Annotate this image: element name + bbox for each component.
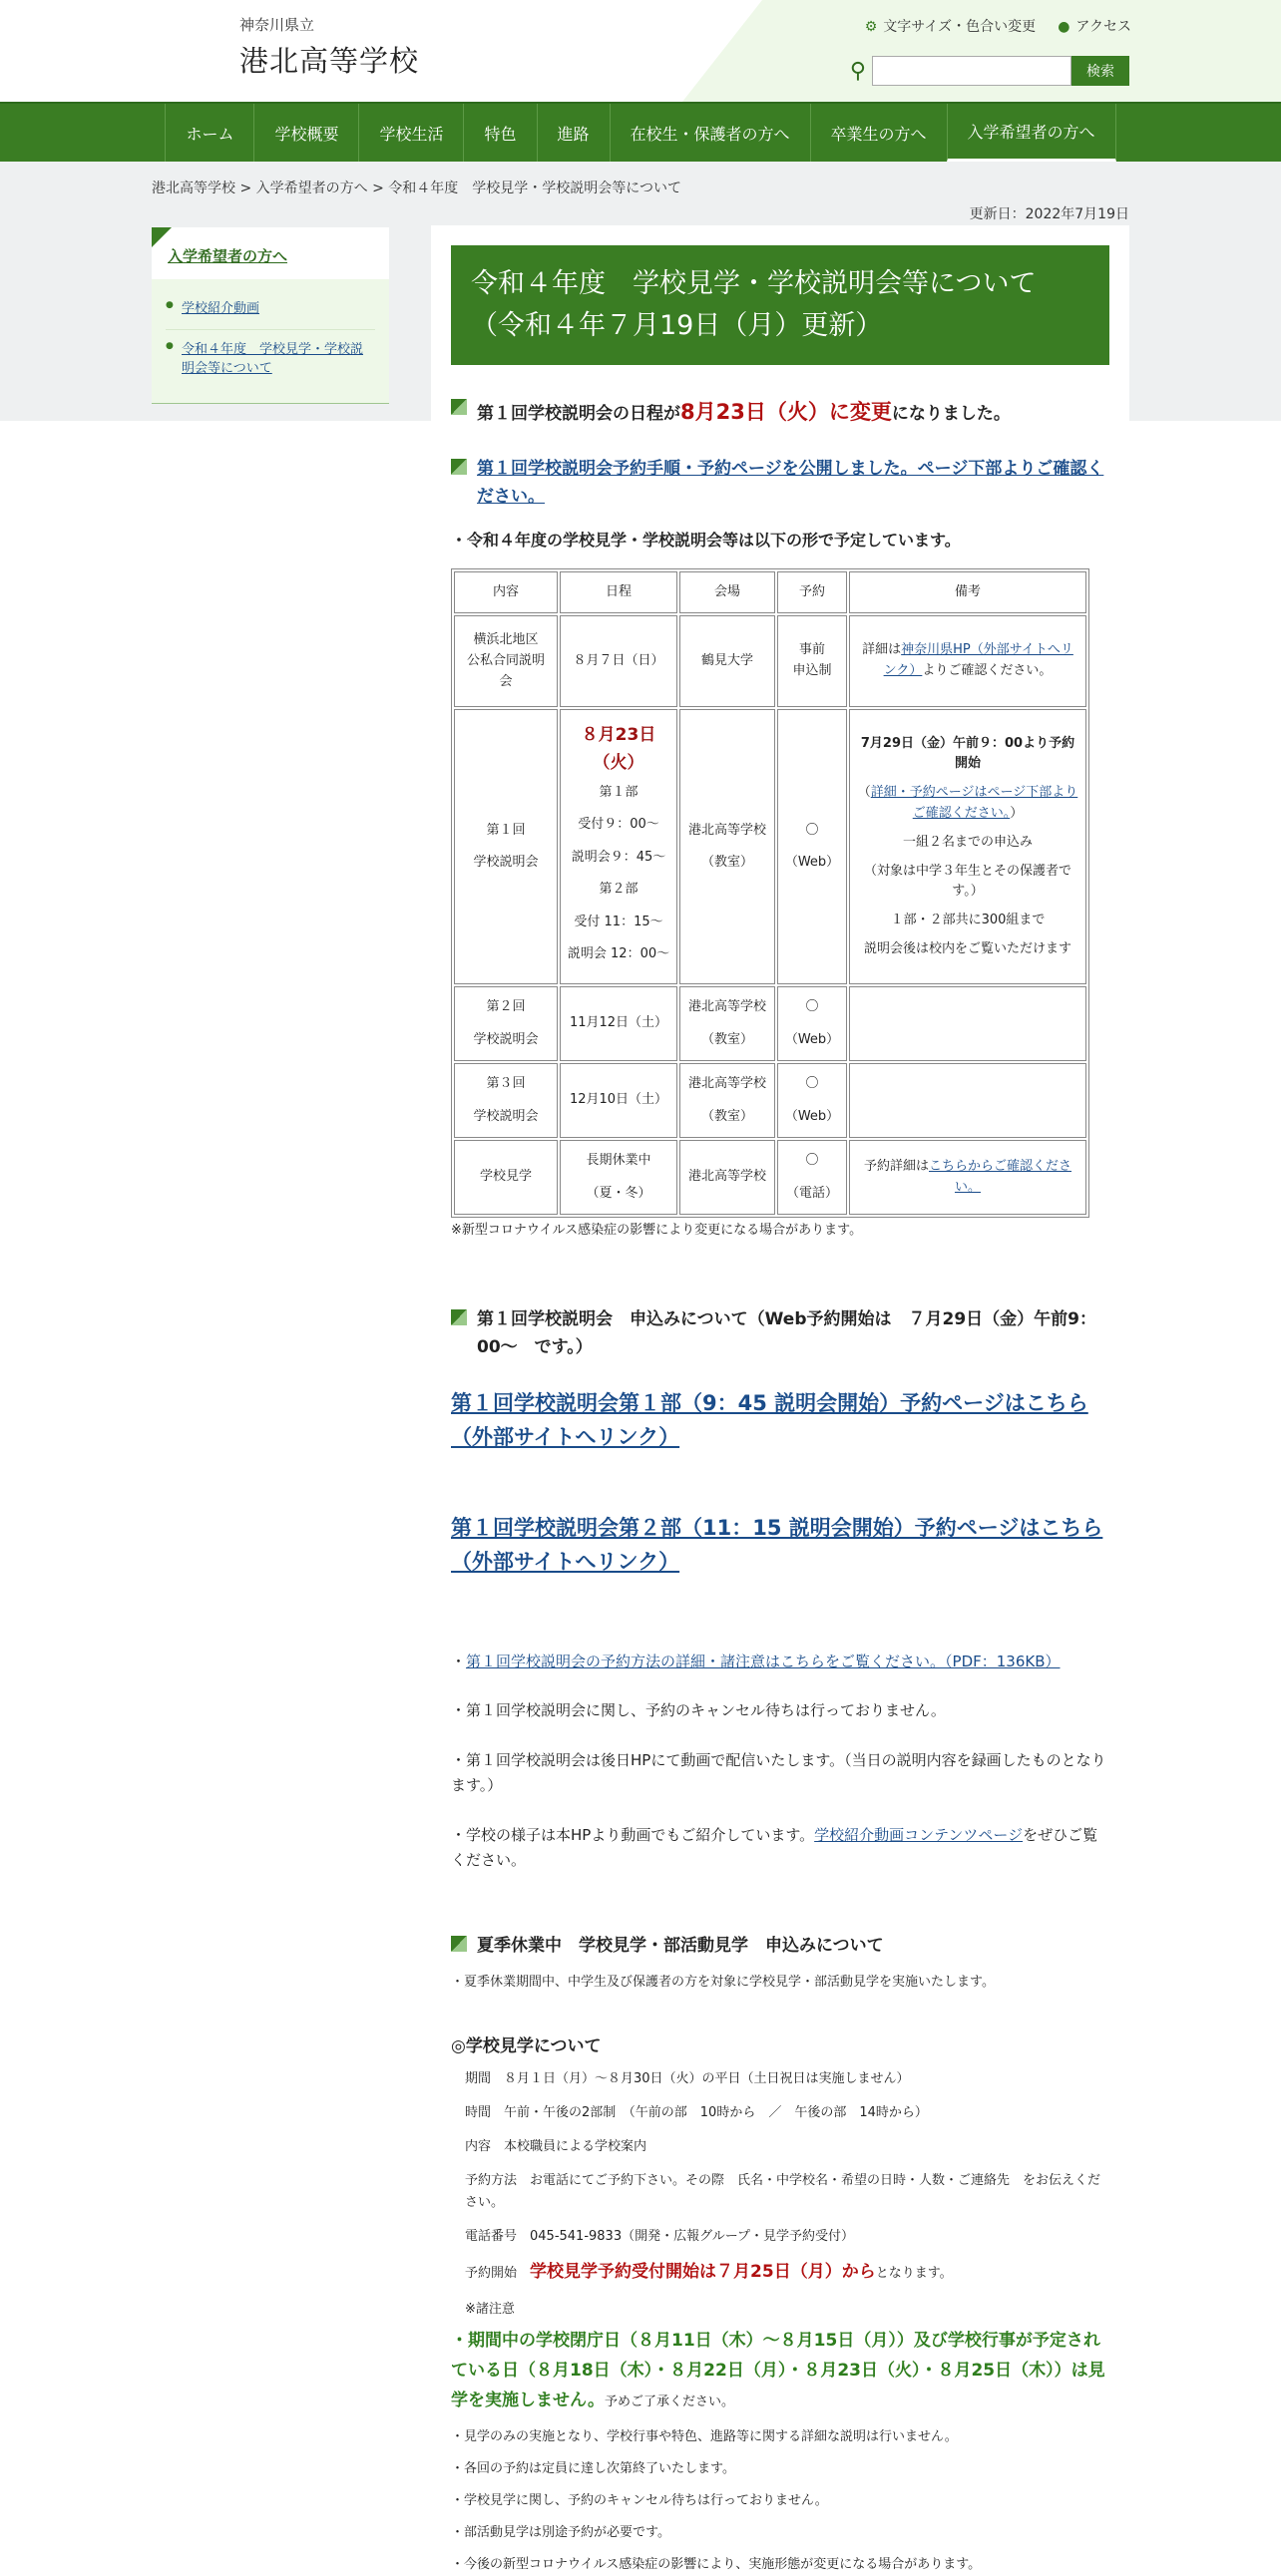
table-cell bbox=[679, 1063, 775, 1138]
bullet-mark: ・ bbox=[451, 1652, 467, 1670]
cell-line: 〇 bbox=[805, 1076, 819, 1092]
notice1-post: になりました。 bbox=[891, 403, 1011, 424]
kanagawa-hp-link[interactable]: 神奈川県HP（外部サイトへリンク） bbox=[883, 642, 1073, 679]
prefecture-label: 神奈川県立 bbox=[239, 16, 315, 34]
cell-line: （教室） bbox=[700, 1031, 753, 1047]
details-reservation-link[interactable]: 詳細・予約ページはページ下部よりご確認ください。 bbox=[870, 785, 1078, 821]
breadcrumb[interactable]: 港北高等学校 > 入学希望者の方へ > 令和４年度 学校見学・学校説明会等について bbox=[152, 181, 681, 196]
cell-line: 横浜北地区 bbox=[473, 631, 539, 647]
location-pin-icon: ● bbox=[1058, 19, 1070, 35]
cell-line: 第２回 bbox=[486, 999, 526, 1015]
closed-days-notice bbox=[451, 2327, 1109, 2415]
school-video-link[interactable]: 学校紹介動画コンテンツページ bbox=[814, 1825, 1024, 1844]
page-title: 令和４年度 学校見学・学校説明会等について（令和４年７月19日（月）更新） bbox=[451, 245, 1109, 365]
nav-item-about[interactable]: 学校概要 bbox=[253, 104, 358, 162]
pdf-details-link[interactable]: 第１回学校説明会の予約方法の詳細・諸注意はこちらをご覧ください。（PDF：136KB） bbox=[466, 1652, 1061, 1670]
table-header: 備考 bbox=[849, 571, 1086, 614]
visit-bullet: ・見学のみの実施となり、学校行事や特色、進路等に関する詳細な説明は行いません。 bbox=[451, 2428, 958, 2444]
sidebar bbox=[152, 227, 389, 404]
school-video-note bbox=[451, 1823, 1109, 1874]
font-size-icon: ⚙ bbox=[864, 19, 878, 35]
table-cell bbox=[454, 709, 558, 984]
visit-period: 期間 ８月１日（月）～８月30日（火）の平日（土日祝日は実施しません） bbox=[465, 2070, 910, 2086]
cell-line: （Web） bbox=[784, 1108, 840, 1124]
cell-line: 〇 bbox=[805, 822, 819, 838]
table-cell bbox=[849, 615, 1086, 707]
schedule-intro: ・令和４年度の学校見学・学校説明会等は以下の形で予定しています。 bbox=[451, 531, 961, 551]
cell-line: 事前 bbox=[798, 642, 825, 658]
table-cell: 11月12日（土） bbox=[560, 986, 677, 1061]
cell-line: 公私合同説明 bbox=[466, 652, 545, 668]
notice1-red: 8月23日（火）に変更 bbox=[680, 399, 892, 424]
cell-line: 第３回 bbox=[486, 1076, 526, 1092]
table-cell bbox=[777, 1063, 847, 1138]
search-icon: ⚲ bbox=[849, 58, 866, 84]
search-input[interactable] bbox=[872, 56, 1071, 86]
schedule-table bbox=[451, 568, 1089, 1219]
site-search bbox=[850, 56, 1129, 86]
table-cell bbox=[849, 986, 1086, 1061]
cell-line: 7月29日（金）午前９：00より予約開始 bbox=[860, 735, 1075, 772]
access-link[interactable] bbox=[1058, 16, 1131, 36]
sidebar-item-briefing[interactable]: ● 令和４年度 学校見学・学校説明会等について bbox=[166, 330, 375, 389]
table-cell bbox=[777, 986, 847, 1061]
text-span: 予約開始 bbox=[465, 2266, 518, 2282]
visit-content: 内容 本校職員による学校案内 bbox=[465, 2139, 647, 2154]
cell-line: 説明会９：45～ bbox=[571, 849, 666, 865]
table-cell bbox=[454, 615, 558, 707]
cell-line: 学校説明会 bbox=[473, 1108, 539, 1124]
table-row bbox=[454, 1063, 1086, 1138]
video-note: ・第１回学校説明会は後日HPにて動画で配信いたします。（当日の説明内容を録画したものとなります。） bbox=[451, 1750, 1106, 1795]
table-cell bbox=[560, 1140, 677, 1215]
font-color-link[interactable] bbox=[865, 16, 1036, 36]
cell-line: 申込制 bbox=[792, 663, 832, 679]
font-color-label: 文字サイズ・色合い変更 bbox=[883, 19, 1037, 35]
table-cell: 学校見学 bbox=[454, 1140, 558, 1215]
summer-intro: ・夏季休業期間中、中学生及び保護者の方を対象に学校見学・部活動見学を実施いたします。 bbox=[451, 1974, 995, 1990]
section-heading-summer: 夏季休業中 学校見学・部活動見学 申込みについて bbox=[451, 1932, 1109, 1960]
part2-reservation-link[interactable]: 第１回学校説明会第２部（11：15 説明会開始）予約ページはこちら（外部サイトへリンク） bbox=[451, 1516, 1103, 1575]
table-note: ※新型コロナウイルス感染症の影響により変更になる場合があります。 bbox=[451, 1223, 863, 1239]
table-header: 会場 bbox=[679, 571, 775, 614]
cell-text: 詳細は bbox=[862, 642, 902, 658]
site-header bbox=[0, 0, 1281, 102]
visit-time: 時間 午前・午後の2部制 （午前の部 10時から ／ 午後の部 14時から） bbox=[465, 2104, 928, 2120]
table-cell bbox=[777, 709, 847, 984]
visit-bullet: ・学校見学に関し、予約のキャンセル待ちは行っておりません。 bbox=[451, 2492, 828, 2508]
notice1-pre: 第１回学校説明会の日程が bbox=[477, 403, 680, 424]
table-cell bbox=[679, 986, 775, 1061]
cell-line: 〇 bbox=[805, 1153, 819, 1169]
main-content bbox=[431, 225, 1129, 2576]
global-nav bbox=[0, 102, 1281, 162]
table-cell bbox=[849, 1140, 1086, 1215]
nav-item-students-parents[interactable]: 在校生・保護者の方へ bbox=[610, 104, 810, 162]
cell-line: 〇 bbox=[805, 999, 819, 1015]
nav-item-features[interactable]: 特色 bbox=[463, 104, 536, 162]
cell-line: 受付９：00～ bbox=[578, 817, 659, 833]
nav-item-home[interactable]: ホーム bbox=[165, 104, 253, 162]
site-logo[interactable] bbox=[239, 14, 419, 80]
notice-reservation-link[interactable]: 第１回学校説明会予約手順・予約ページを公開しました。ページ下部よりご確認ください。 bbox=[451, 455, 1109, 511]
sidebar-heading[interactable]: 入学希望者の方へ bbox=[152, 227, 389, 279]
utility-links bbox=[865, 16, 1131, 36]
pdf-link-line bbox=[451, 1650, 1109, 1675]
cell-line: 一組２名までの申込み bbox=[902, 834, 1033, 850]
search-button[interactable]: 検索 bbox=[1071, 56, 1129, 86]
cell-line: １部・２部共に300組まで bbox=[890, 913, 1046, 928]
cell-line: 第１回 bbox=[486, 822, 526, 838]
text-span: をぜひご覧ください。 bbox=[451, 1825, 1098, 1870]
table-header-row bbox=[454, 571, 1086, 614]
table-row bbox=[454, 986, 1086, 1061]
cell-line: 会 bbox=[499, 673, 513, 689]
table-cell: 港北高等学校 bbox=[679, 1140, 775, 1215]
cell-line: （教室） bbox=[700, 855, 753, 871]
visit-bullet: ・今後の新型コロナウイルス感染症の影響により、実施形態が変更になる場合があります。 bbox=[451, 2556, 982, 2572]
cell-line: 学校説明会 bbox=[473, 855, 539, 871]
section-heading-application: 第１回学校説明会 申込みについて（Web予約開始は ７月29日（金）午前9：00～ です。） bbox=[451, 1305, 1109, 1361]
visit-caution: ※諸注意 bbox=[465, 2302, 515, 2318]
cell-line: （Web） bbox=[784, 855, 840, 871]
nav-item-alumni[interactable]: 卒業生の方へ bbox=[810, 104, 947, 162]
table-cell bbox=[777, 1140, 847, 1215]
cell-line: 港北高等学校 bbox=[687, 1076, 766, 1092]
table-cell bbox=[849, 709, 1086, 984]
cell-line: 第１部 bbox=[599, 784, 639, 800]
updated-date: 更新日：2022年7月19日 bbox=[969, 206, 1129, 222]
table-cell bbox=[560, 709, 677, 984]
cell-line: 学校説明会 bbox=[473, 1031, 539, 1047]
cell-line: （電話） bbox=[785, 1185, 838, 1201]
visit-start bbox=[451, 2258, 1109, 2287]
table-cell bbox=[454, 986, 558, 1061]
cell-line: 港北高等学校 bbox=[687, 822, 766, 838]
cell-line: 説明会 12：00～ bbox=[567, 946, 670, 962]
table-header: 内容 bbox=[454, 571, 558, 614]
notice-date-change bbox=[451, 395, 1109, 430]
cell-line: 第２部 bbox=[599, 882, 639, 898]
cell-line: （対象は中学３年生とその保護者です。） bbox=[863, 863, 1071, 900]
first-briefing-date: ８月23日（火） bbox=[581, 725, 656, 773]
cell-line: 港北高等学校 bbox=[687, 999, 766, 1015]
part1-reservation-link[interactable]: 第１回学校説明会第１部（9：45 説明会開始）予約ページはこちら（外部サイトへリンク） bbox=[451, 1391, 1088, 1449]
sidebar-item-video[interactable]: ● 学校紹介動画 bbox=[166, 289, 375, 330]
table-cell bbox=[454, 1063, 558, 1138]
table-row bbox=[454, 615, 1086, 707]
table-cell: 鶴見大学 bbox=[679, 615, 775, 707]
visit-heading: ◎学校見学について bbox=[451, 2035, 602, 2056]
table-cell bbox=[679, 709, 775, 984]
table-row bbox=[454, 1140, 1086, 1215]
cancel-note: ・第１回学校説明会に関し、予約のキャンセル待ちは行っておりません。 bbox=[451, 1701, 946, 1720]
cell-line: 受付 11：15～ bbox=[574, 914, 663, 929]
cell-text: 予約詳細は bbox=[863, 1158, 929, 1174]
table-header: 予約 bbox=[777, 571, 847, 614]
cell-text: よりご確認ください。 bbox=[922, 663, 1053, 679]
cell-line: （Web） bbox=[784, 1031, 840, 1047]
cell-line: 長期休業中 bbox=[586, 1153, 651, 1169]
visit-method: 予約方法 お電話にてご予約下さい。その際 氏名・中学校名・希望の日時・人数・ご連絡先 をお伝えください。 bbox=[465, 2173, 1101, 2211]
table-cell bbox=[777, 615, 847, 707]
text-span: ・学校の様子は本HPより動画でもご紹介しています。 bbox=[451, 1825, 815, 1844]
table-cell bbox=[849, 1063, 1086, 1138]
table-cell: 12月10日（土） bbox=[560, 1063, 677, 1138]
cell-line: 説明会後は校内をご覧いただけます bbox=[863, 940, 1071, 956]
cell-line: （教室） bbox=[700, 1108, 753, 1124]
visit-details-link[interactable]: こちらからご確認ください。 bbox=[929, 1158, 1072, 1195]
nav-item-career[interactable]: 進路 bbox=[537, 104, 610, 162]
table-cell: ８月７日（日） bbox=[560, 615, 677, 707]
nav-item-applicants[interactable]: 入学希望者の方へ bbox=[947, 104, 1116, 162]
access-label: アクセス bbox=[1075, 19, 1131, 35]
cell-line: （夏・冬） bbox=[586, 1185, 651, 1201]
visit-bullet: ・各回の予約は定員に達し次第終了いたします。 bbox=[451, 2460, 735, 2476]
closed-days-green: ・期間中の学校閉庁日（８月11日（木）～８月15日（月））及び学校行事が予定されている日（８月18日（木）・８月22日（月）・８月23日（火）・８月25日（木））は見学を実施しません。 bbox=[451, 2331, 1105, 2410]
cell-line: （詳細・予約ページはページ下部よりご確認ください。） bbox=[857, 785, 1078, 821]
table-header: 日程 bbox=[560, 571, 677, 614]
nav-item-school-life[interactable]: 学校生活 bbox=[358, 104, 463, 162]
table-row bbox=[454, 709, 1086, 984]
visit-phone: 電話番号 045-541-9833（開発・広報グループ・見学予約受付） bbox=[465, 2229, 855, 2245]
visit-bullet: ・部活動見学は別途予約が必要です。 bbox=[451, 2524, 670, 2540]
visit-start-red: 学校見学予約受付開始は７月25日（月）から bbox=[530, 2262, 876, 2283]
text-span: となります。 bbox=[875, 2266, 953, 2282]
text-span: 予めご了承ください。 bbox=[605, 2393, 735, 2409]
school-name: 港北高等学校 bbox=[239, 44, 420, 78]
